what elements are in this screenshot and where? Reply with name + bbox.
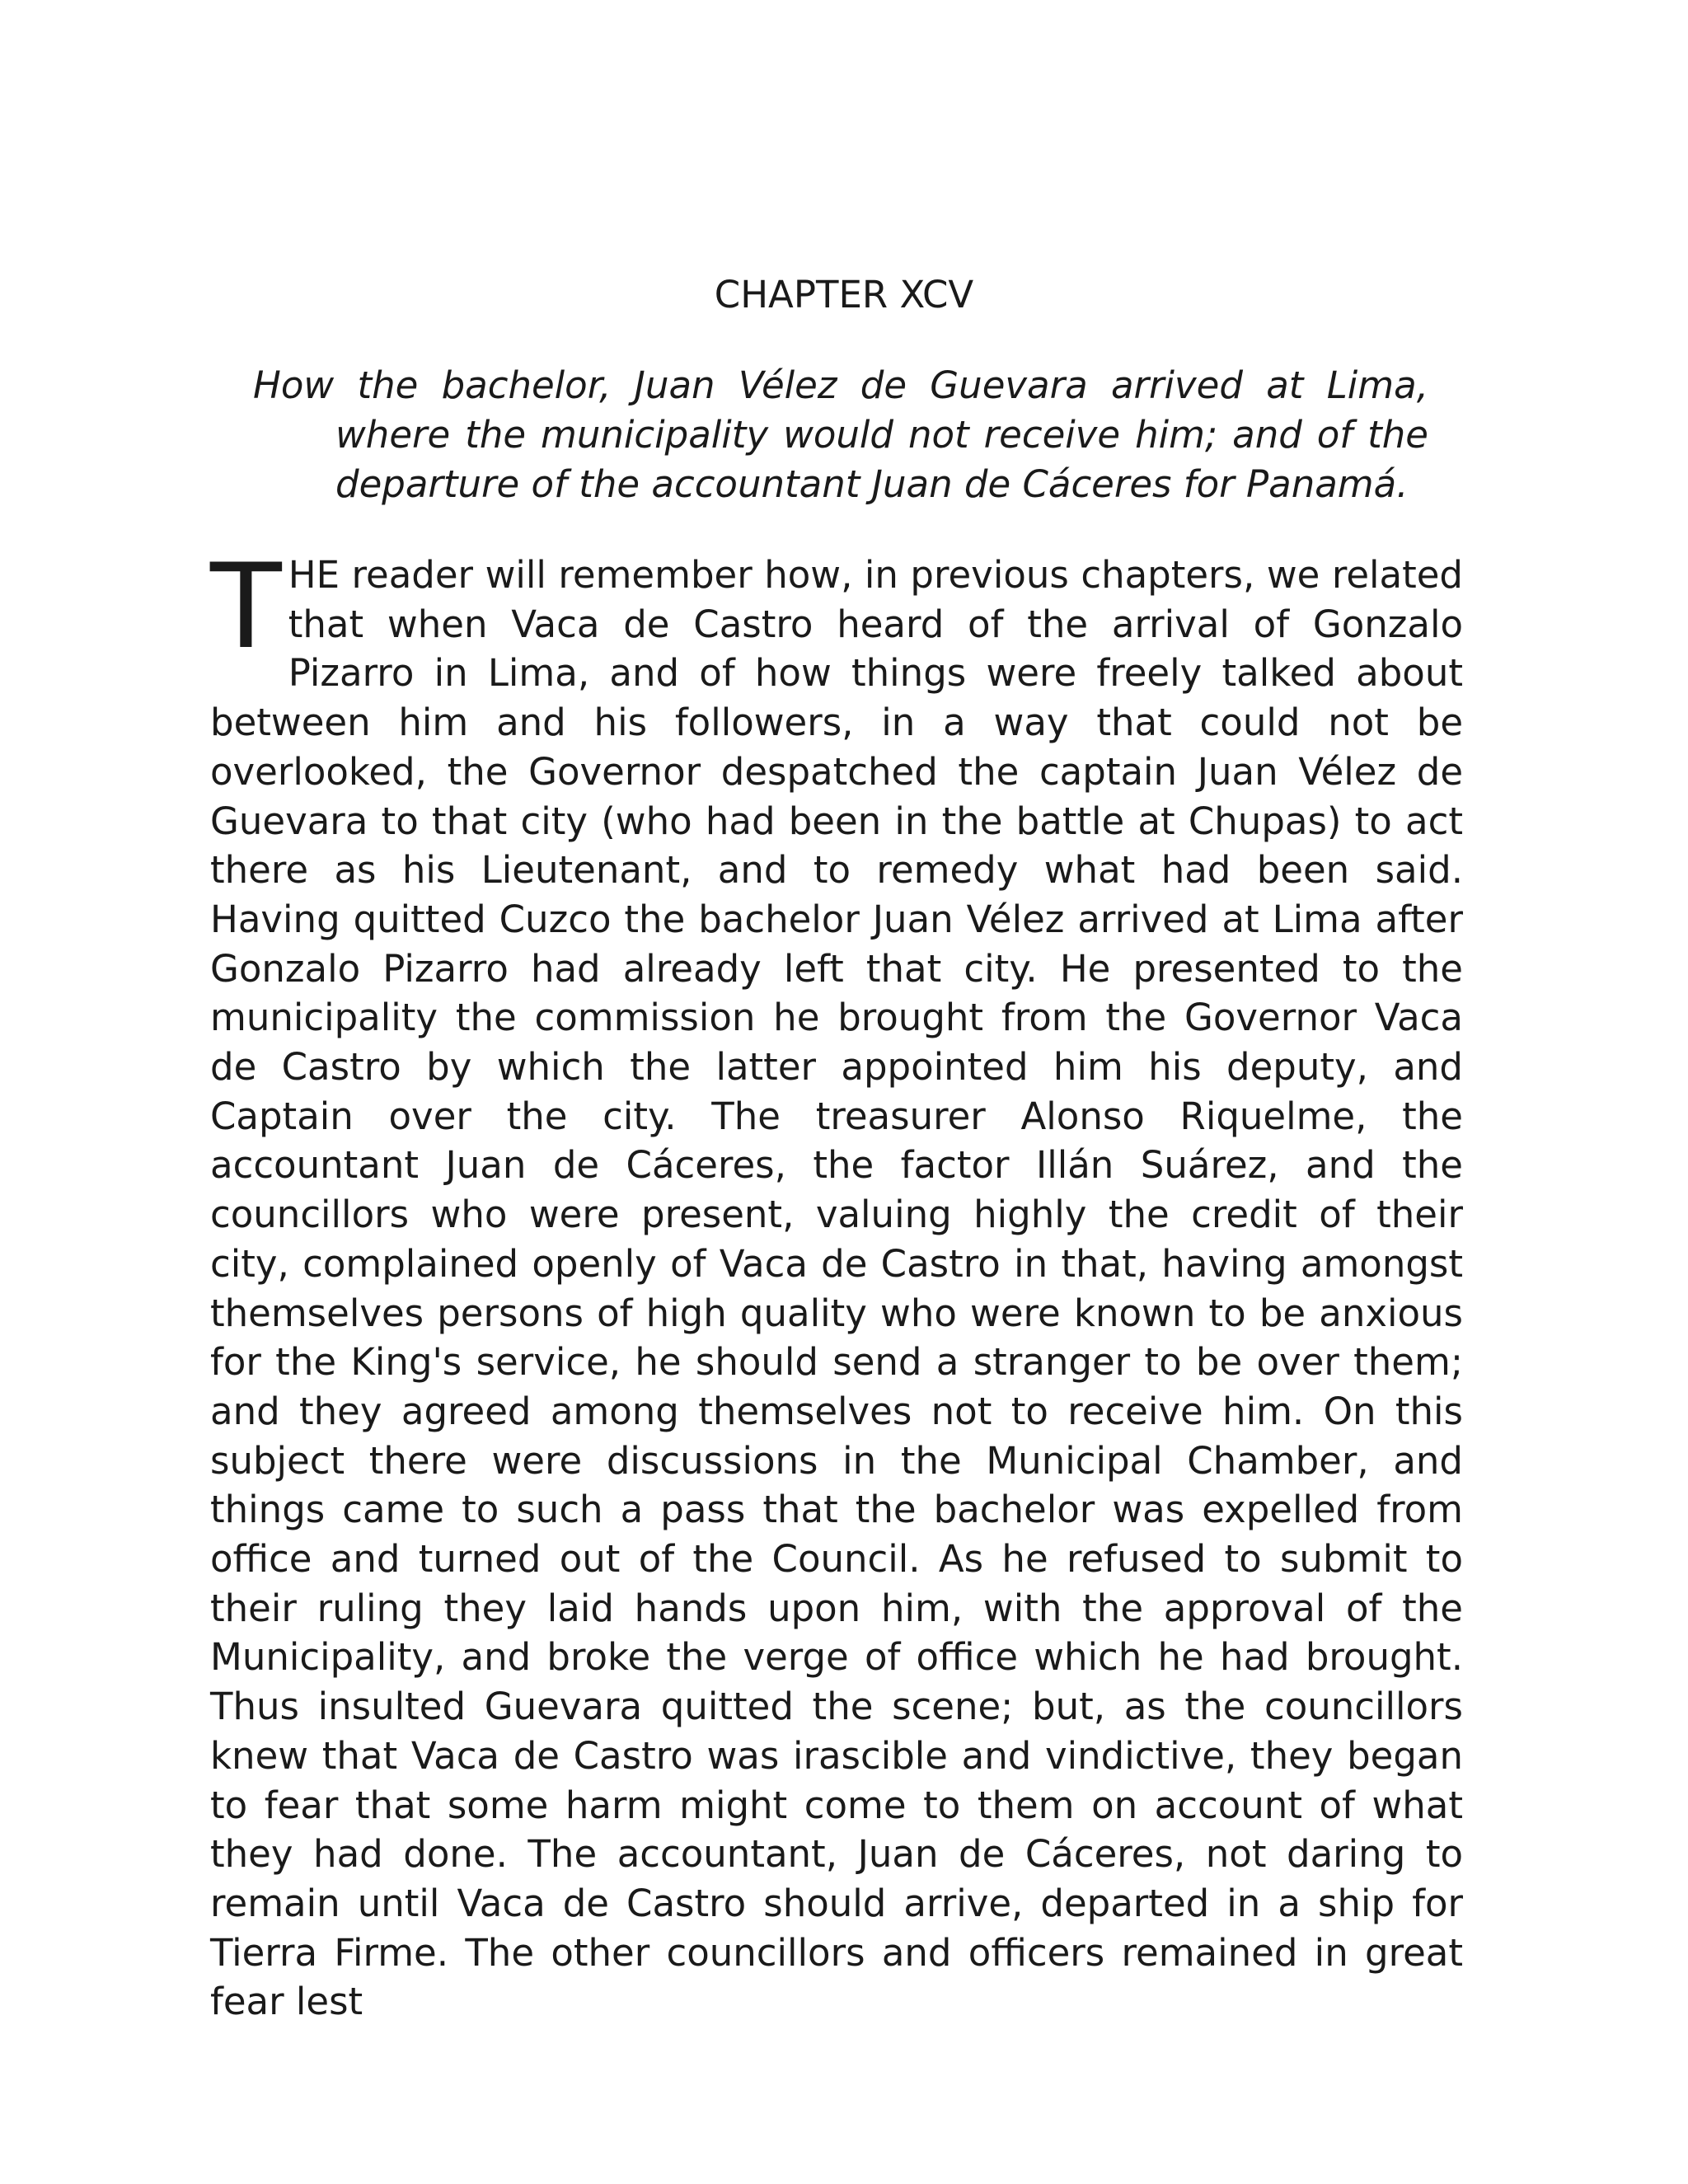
drop-cap: T xyxy=(210,539,282,675)
chapter-heading: CHAPTER XCV xyxy=(714,273,974,316)
chapter-body xyxy=(210,539,1463,2027)
chapter-body-text: HE reader will remember how, in previous chapters, we related that when Vaca de Castro heard of the arrival of Gonzalo Pizarro in Lima, and of how things were freely talked about between him and his followers, in a way that could not be overlooked, the Governor despatched the captain Juan Vélez de Guevara to that city (who had been in the battle at Chupas) to act there as his Lieutenant, and to remedy what had been said. Having quitted Cuzco the bachelor Juan Vélez arrived at Lima after Gonzalo Pizarro had already left that city. He presented to the municipality the commission he brought from the Governor Vaca de Castro by which the latter appointed him his deputy, and Captain over the city. The treasurer Alonso Riquelme, the accountant Juan de Cáceres, the factor Illán Suárez, and the councillors who were present, valuing highly the credit of their city, complained openly of Vaca de Castro in that, having amongst themselves persons of high quality who were known to be anxious for the King's service, he should send a stranger to be over them; and they agreed among themselves not to receive him. On this subject there were discussions in the Municipal Chamber, and things came to such a pass that the bachelor was expelled from office and turned out of the Council. As he refused to submit to their ruling they laid hands upon him, with the approval of the Municipality, and broke the verge of office which he had brought. Thus insulted Guevara quitted the scene; but, as the councillors knew that Vaca de Castro was irascible and vindictive, they began to fear that some harm might come to them on account of what they had done. The accountant, Juan de Cáceres, not daring to remain until Vaca de Castro should arrive, departed in a ship for Tierra Firme. The other councillors and officers remained in great fear lest xyxy=(210,553,1463,2024)
chapter-summary: How the bachelor, Juan Vélez de Guevara arrived at Lima, where the municipality would not receive him; and of the departure of the accountant Juan de Cáceres for Panamá. xyxy=(253,363,1428,506)
